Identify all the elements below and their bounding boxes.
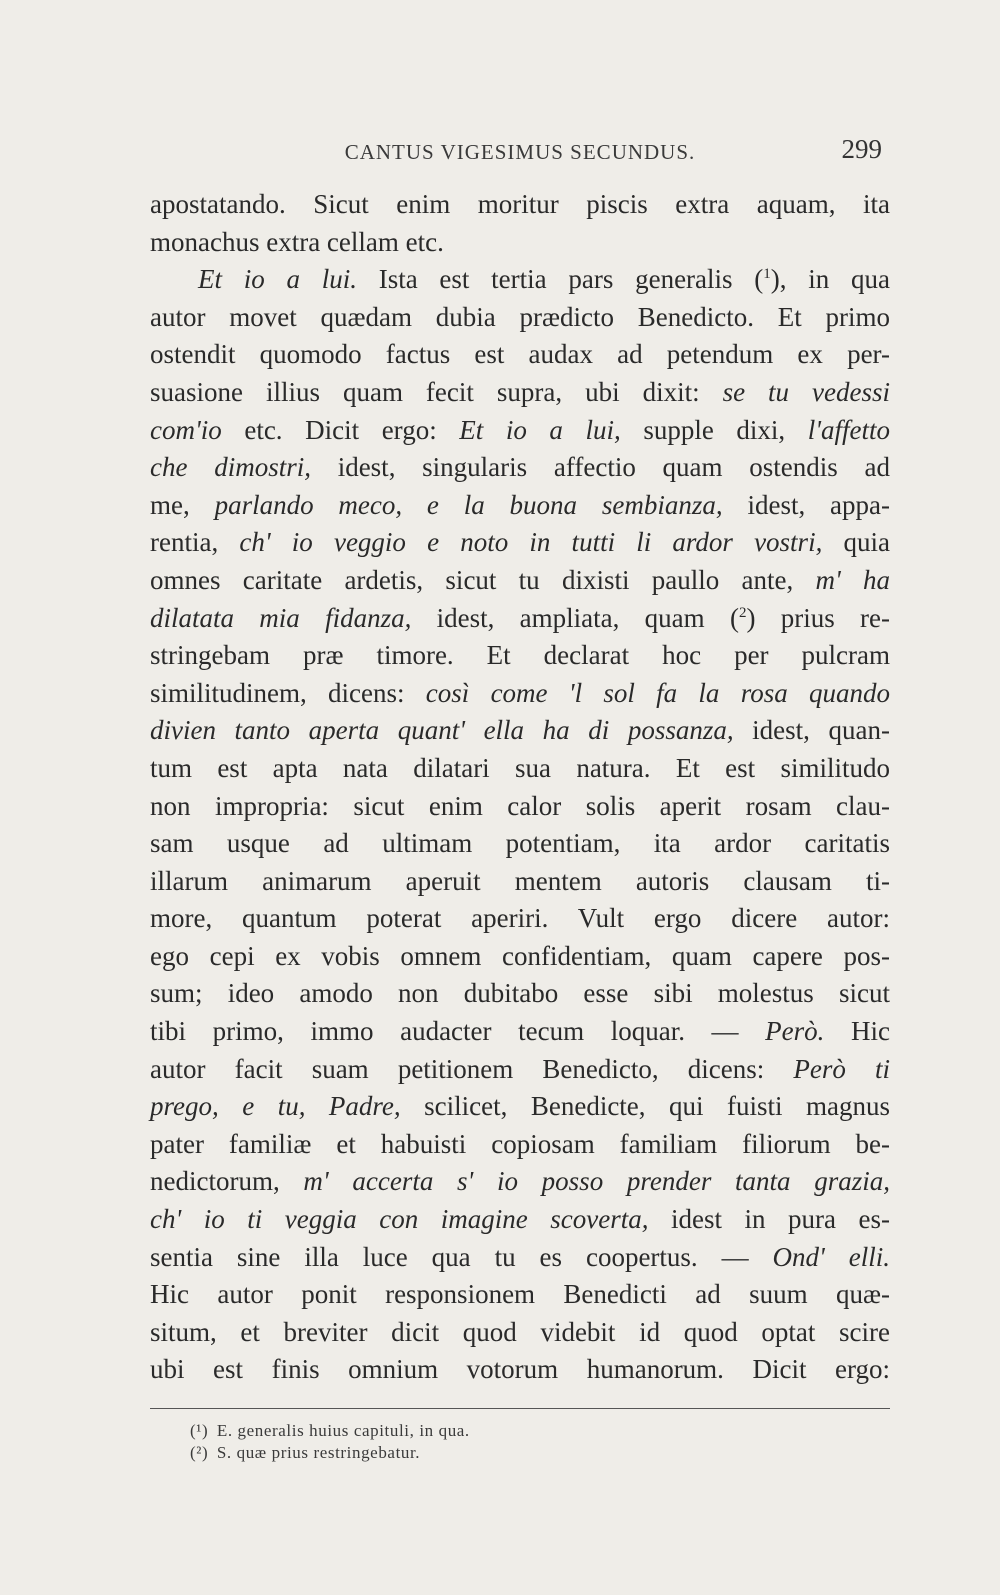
text-segment: similitudinem, dicens: (150, 677, 426, 708)
footnote-mark: (¹) (190, 1421, 209, 1440)
footnote-ref: 1 (763, 266, 771, 283)
text-segment: idest, singularis affectio quam ostendis ad (310, 452, 890, 483)
text-line (150, 524, 890, 562)
text-segment: more, quantum poterat aperiri. Vult ergo dicere autor: (150, 903, 890, 934)
text-line (150, 1314, 890, 1352)
text-line (150, 675, 890, 713)
text-line (150, 975, 890, 1013)
text-segment: non impropria: sicut enim calor solis aperit rosam clau- (150, 790, 890, 821)
footnote-rule (150, 1408, 890, 1409)
italic-quote: ch' io ti veggia con imagine scoverta, (150, 1204, 649, 1235)
text-segment: supple dixi, (620, 414, 808, 445)
text-segment: suasione illius quam fecit supra, ubi dixit: (150, 376, 723, 407)
footnote-text: E. generalis huius capituli, in qua. (212, 1421, 470, 1440)
footnote-text: S. quæ prius restringebatur. (212, 1443, 421, 1462)
text-segment: tum est apta nata dilatari sua natura. Et est similitudo (150, 752, 890, 783)
text-line (150, 712, 890, 750)
footnote-mark: (²) (190, 1443, 209, 1462)
text-segment: omnes caritate ardetis, sicut tu dixisti paullo ante, (150, 564, 816, 595)
text-segment: stringebam præ timore. Et declarat hoc per pulcram (150, 640, 890, 671)
text-line (150, 186, 890, 224)
text-segment: quia (822, 527, 890, 558)
italic-quote: Ond' elli. (772, 1241, 890, 1272)
text-line (150, 487, 890, 525)
italic-quote: dilatata mia fidanza, (150, 602, 412, 633)
text-segment: sentia sine illa luce qua tu es coopertus. — (150, 1241, 773, 1272)
text-line (150, 825, 890, 863)
text-segment: apostatando. Sicut enim moritur piscis extra aquam, ita (150, 189, 890, 219)
footnote (190, 1442, 470, 1464)
italic-quote: così come 'l sol fa la rosa quando (425, 677, 891, 708)
text-segment: ) prius re- (746, 602, 890, 633)
text-line (150, 224, 890, 262)
text-line (150, 938, 890, 976)
footnote-ref: 2 (738, 604, 747, 621)
text-segment: scilicet, Benedicte, qui fuisti magnus (400, 1091, 890, 1122)
text-line (150, 449, 890, 487)
italic-quote: che dimostri, (150, 452, 311, 483)
text-segment: ostendit quomodo factus est audax ad petendum ex per- (150, 339, 890, 370)
text-segment: illarum animarum aperuit mentem autoris clausam ti- (150, 865, 890, 896)
text-segment: pater familiæ et habuisti copiosam familiam filiorum be- (150, 1128, 890, 1159)
text-segment: me, (150, 489, 215, 520)
text-line (150, 900, 890, 938)
text-segment: rentia, (150, 527, 240, 558)
text-segment: nedictorum, (150, 1166, 304, 1197)
text-segment: idest in pura es- (648, 1204, 891, 1235)
text-segment: sum; ideo amodo non dubitabo esse sibi molestus sicut (150, 978, 890, 1009)
text-line (150, 336, 890, 374)
text-segment: ubi est finis omnium votorum humanorum. Dicit ergo: (150, 1354, 890, 1385)
text-segment: monachus extra cellam etc. (150, 226, 444, 257)
italic-quote: m' ha (815, 564, 891, 595)
text-line (150, 750, 890, 788)
text-segment: situm, et breviter dicit quod videbit id quod optat scire (150, 1316, 890, 1347)
italic-quote: m' accerta s' io posso prender tanta grazia, (303, 1166, 890, 1197)
italic-quote: prego, e tu, Padre, (150, 1091, 401, 1122)
text-segment: Ista est tertia pars generalis ( (356, 264, 764, 295)
text-line (150, 1013, 890, 1051)
text-line (150, 1351, 890, 1389)
text-line (150, 562, 890, 600)
italic-quote: parlando meco, e la buona sembianza, (214, 489, 723, 520)
text-segment: ego cepi ex vobis omnem confidentiam, quam capere pos- (150, 940, 890, 971)
italic-quote: Et io a lui. (198, 264, 357, 295)
italic-quote: se tu vedessi (722, 376, 890, 407)
text-line (150, 1126, 890, 1164)
footnote (190, 1420, 470, 1442)
text-line (150, 600, 890, 638)
text-line (150, 1163, 890, 1201)
italic-quote: Però ti (793, 1053, 890, 1084)
text-segment: idest, quan- (733, 715, 890, 746)
text-line (150, 788, 890, 826)
text-segment: etc. Dicit ergo: (221, 414, 460, 445)
italic-quote: l'affetto (807, 414, 891, 445)
italic-quote: com'io (150, 414, 222, 445)
commentary-body (150, 186, 890, 1389)
text-line (150, 1088, 890, 1126)
text-segment: tibi primo, immo audacter tecum loquar. — (150, 1016, 766, 1047)
text-line (150, 412, 890, 450)
text-segment: ), in qua (770, 264, 890, 295)
text-line (150, 637, 890, 675)
text-line (150, 299, 890, 337)
text-line (150, 261, 890, 299)
running-title: CANTUS VIGESIMUS SECUNDUS. (344, 140, 696, 164)
text-segment: idest, ampliata, quam ( (411, 602, 739, 633)
text-line (150, 1239, 890, 1277)
text-line (150, 1201, 890, 1239)
text-line (150, 1276, 890, 1314)
text-segment: Hic autor ponit responsionem Benedicti ad suum quæ- (150, 1279, 890, 1310)
page-number: 299 (841, 134, 882, 164)
text-segment: Hic (824, 1016, 891, 1047)
footnotes (190, 1420, 470, 1464)
italic-quote: Et io a lui, (459, 414, 621, 445)
page-header (150, 134, 890, 174)
text-segment: sam usque ad ultimam potentiam, ita ardor caritatis (150, 828, 890, 859)
italic-quote: ch' io veggio e noto in tutti li ardor vostri, (239, 527, 823, 558)
text-line (150, 1051, 890, 1089)
italic-quote: Però. (765, 1016, 825, 1047)
text-segment: idest, appa- (722, 489, 890, 520)
text-line (150, 374, 890, 412)
italic-quote: divien tanto aperta quant' ella ha di possanza, (150, 715, 734, 746)
text-segment: autor movet quædam dubia prædicto Benedicto. Et primo (150, 301, 890, 332)
text-segment: autor facit suam petitionem Benedicto, dicens: (150, 1053, 794, 1084)
text-line (150, 863, 890, 901)
